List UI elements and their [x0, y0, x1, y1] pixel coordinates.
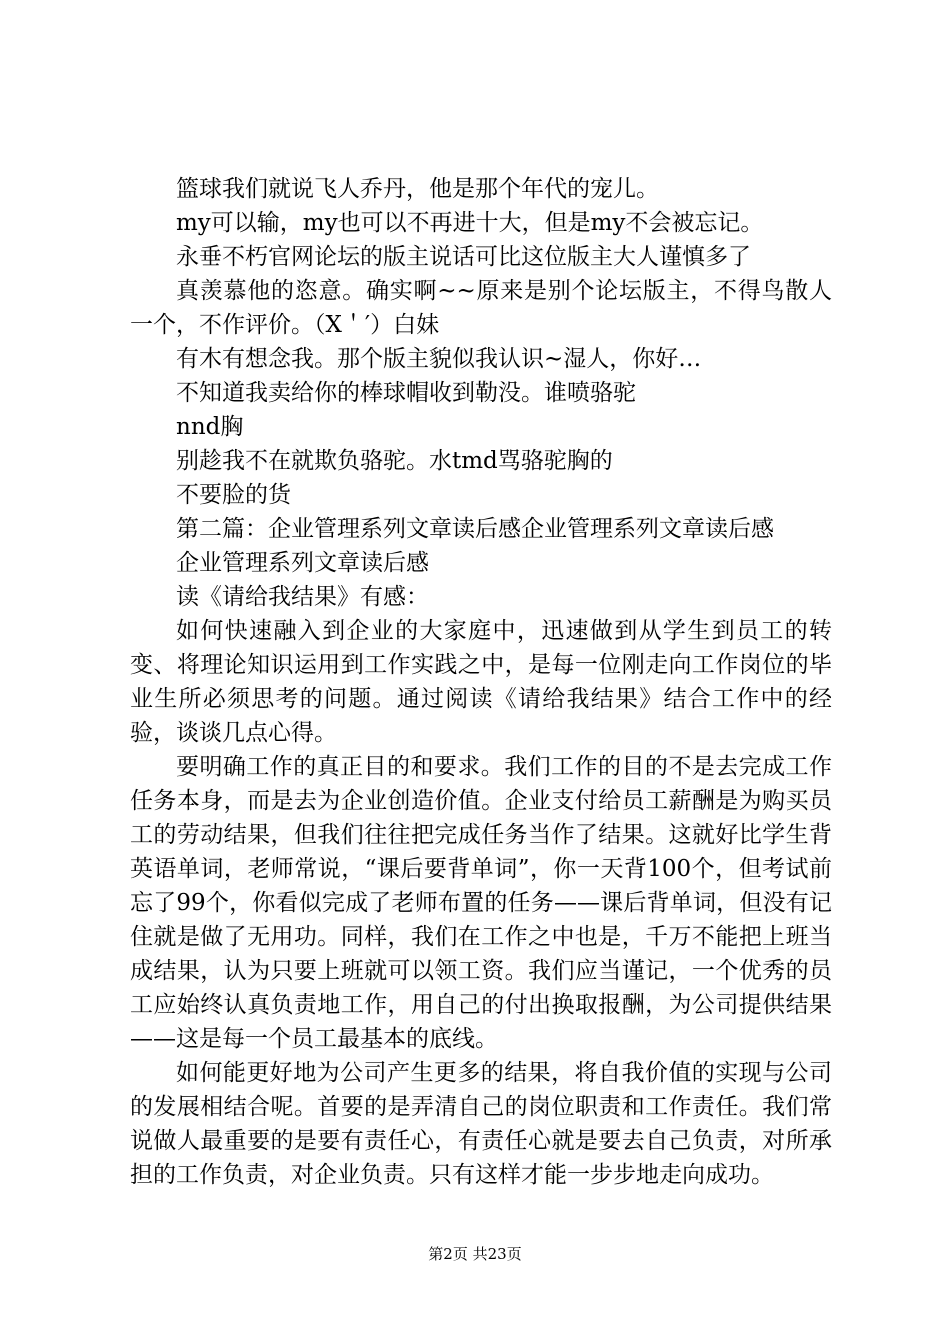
paragraph-7: nnd胸 — [176, 414, 244, 440]
article-subtitle: 读《请给我结果》有感： — [176, 584, 429, 610]
paragraph-15: 如何能更好地为公司产生更多的结果，将自我价值的实现与公司的发展相结合呢。首要的是弄清自己的岗位职责和工作责任。我们常说做人最重要的是要有责任心，有责任心就是要去自己负责，对所承担的工作负责，对企业负责。只有这样才能一步步地走向成功。 — [130, 1060, 832, 1188]
paragraph-13: 如何快速融入到企业的大家庭中，迅速做到从学生到员工的转变、将理论知识运用到工作实践之中，是每一位刚走向工作岗位的毕业生所必须思考的问题。通过阅读《请给我结果》结合工作中的经验，谈谈几点心得。 — [130, 618, 832, 746]
paragraph-14: 要明确工作的真正目的和要求。我们工作的目的不是去完成工作任务本身，而是去为企业创造价值。企业支付给员工薪酬是为购买员工的劳动结果，但我们往往把完成任务当作了结果。这就好比学生背英语单词，老师常说，“课后要背单词”，你一天背100个，但考试前忘了99个，你看似完成了老师布置的任务——课后背单词，但没有记住就是做了无用功。同样，我们在工作之中也是，千万不能把上班当成结果，认为只要上班就可以领工资。我们应当谨记，一个优秀的员工应始终认真负责地工作，用自己的付出换取报酬，为公司提供结果——这是每一个员工最基本的底线。 — [130, 754, 832, 1052]
paragraph-5: 有木有想念我。那个版主貌似我认识~湿人，你好… — [176, 346, 702, 372]
document-body — [130, 172, 832, 1192]
paragraph-2: my可以输，my也可以不再进十大，但是my不会被忘记。 — [176, 210, 764, 236]
paragraph-9: 不要脸的货 — [176, 482, 291, 508]
paragraph-6: 不知道我卖给你的棒球帽收到勒没。谁喷骆驼 — [176, 380, 636, 406]
paragraph-8: 别趁我不在就欺负骆驼。水tmd骂骆驼胸的 — [176, 448, 613, 474]
article-title: 企业管理系列文章读后感 — [176, 550, 429, 576]
paragraph-1: 篮球我们就说飞人乔丹，他是那个年代的宠儿。 — [176, 176, 659, 202]
page-footer: 第2页 共23页 — [428, 1245, 522, 1263]
section-heading-2: 第二篇：企业管理系列文章读后感企业管理系列文章读后感 — [176, 516, 774, 542]
paragraph-4: 真羡慕他的恣意。确实啊~~原来是别个论坛版主，不得鸟散人一个，不作评价。（X＇′）白妹 — [130, 278, 832, 338]
paragraph-3: 永垂不朽官网论坛的版主说话可比这位版主大人谨慎多了 — [176, 244, 751, 270]
